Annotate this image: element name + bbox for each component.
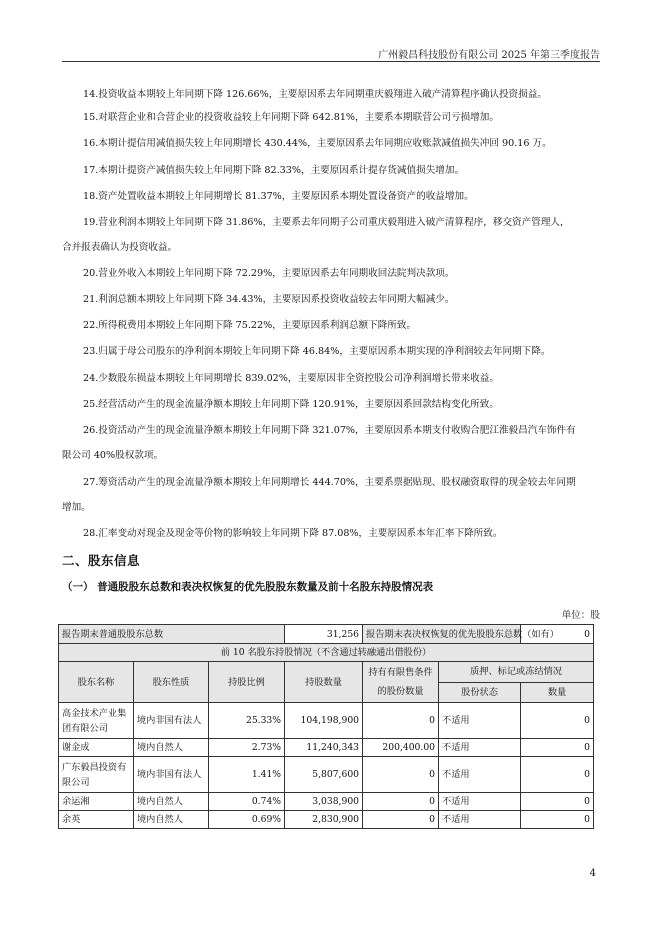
holder-pledge-qty: 0 bbox=[521, 757, 594, 793]
holder-pledge-status: 不适用 bbox=[439, 793, 521, 811]
holder-nature: 境内自然人 bbox=[134, 793, 209, 811]
paragraph-16: 16.本期计提信用减值损失较上年同期增长 430.44%，主要原因系去年同期应收账款减值损失冲回 90.16 万。 bbox=[83, 138, 552, 149]
paragraph-27-cont: 增加。 bbox=[62, 502, 91, 513]
header-restricted-shares: 持有有限售条件的股份数量 bbox=[363, 662, 439, 703]
table-header-row bbox=[59, 662, 594, 683]
paragraph-23: 23.归属于母公司股东的净利润本期较上年同期下降 46.84%，主要原因系本期实现的净利润较去年同期下降。 bbox=[83, 346, 551, 357]
paragraph-19: 19.营业利润本期较上年同期下降 31.86%，主要系去年同期子公司重庆毅翔进入破产清算程序，移交资产管理人， bbox=[83, 217, 570, 228]
holder-pledge-qty: 0 bbox=[521, 739, 594, 757]
paragraph-26-cont: 限公司 40%股权款项。 bbox=[62, 450, 164, 461]
header-shares: 持股数量 bbox=[285, 662, 363, 703]
table-row bbox=[59, 625, 594, 644]
holder-shares: 5,807,600 bbox=[285, 757, 363, 793]
page-number: 4 bbox=[589, 868, 596, 879]
holder-restricted: 200,400.00 bbox=[363, 739, 439, 757]
holder-nature: 境内自然人 bbox=[134, 811, 209, 829]
holder-restricted: 0 bbox=[363, 811, 439, 829]
total-holders-label: 报告期末普通股股东总数 bbox=[59, 625, 285, 644]
holder-ratio: 25.33% bbox=[209, 703, 285, 739]
header-holder-nature: 股东性质 bbox=[134, 662, 209, 703]
holder-pledge-qty: 0 bbox=[521, 811, 594, 829]
paragraph-20: 20.营业外收入本期较上年同期下降 72.29%，主要原因系去年同期收回法院判决款项。 bbox=[83, 268, 455, 279]
holder-ratio: 0.69% bbox=[209, 811, 285, 829]
table-row bbox=[59, 739, 594, 757]
paragraph-25: 25.经营活动产生的现金流量净额本期较上年同期下降 120.91%，主要原因系回款结构变化所致。 bbox=[83, 399, 499, 410]
preferred-holders-label: 报告期末表决权恢复的优先股股东总数（如有） bbox=[363, 625, 521, 644]
holder-name: 高金技术产业集团有限公司 bbox=[59, 703, 134, 739]
paragraph-19-cont: 合并报表确认为投资收益。 bbox=[62, 242, 178, 253]
header-pledge-qty: 数量 bbox=[521, 682, 594, 703]
header-divider bbox=[62, 61, 600, 62]
section-title: 二、股东信息 bbox=[62, 553, 141, 568]
holder-pledge-status: 不适用 bbox=[439, 811, 521, 829]
holder-restricted: 0 bbox=[363, 793, 439, 811]
preferred-holders-value: 0 bbox=[521, 625, 594, 644]
paragraph-22: 22.所得税费用本期较上年同期下降 75.22%，主要原因系利润总额下降所致。 bbox=[83, 320, 417, 331]
holder-name: 广东毅昌投资有限公司 bbox=[59, 757, 134, 793]
holder-restricted: 0 bbox=[363, 757, 439, 793]
paragraph-15: 15.对联营企业和合营企业的投资收益较上年同期下降 642.81%，主要系本期联营公司亏损增加。 bbox=[83, 112, 499, 123]
paragraph-24: 24.少数股东损益本期较上年同期增长 839.02%，主要原因非全资控股公司净利润增长带来收益。 bbox=[83, 373, 499, 384]
table-row bbox=[59, 757, 594, 793]
holder-pledge-status: 不适用 bbox=[439, 739, 521, 757]
paragraph-21: 21.利润总额本期较上年同期下降 34.43%，主要原因系投资收益较去年同期大幅减少。 bbox=[83, 294, 455, 305]
table-row bbox=[59, 793, 594, 811]
holder-pledge-status: 不适用 bbox=[439, 703, 521, 739]
paragraph-28: 28.汇率变动对现金及现金等价物的影响较上年同期下降 87.08%，主要原因系本年汇率下降所致。 bbox=[83, 528, 503, 539]
paragraph-17: 17.本期计提资产减值损失较上年同期下降 82.33%，主要原因系计提存货减值损失增加。 bbox=[83, 165, 465, 176]
holder-shares: 11,240,343 bbox=[285, 739, 363, 757]
holder-shares: 3,038,900 bbox=[285, 793, 363, 811]
report-header-title: 广州毅昌科技股份有限公司 2025 年第三季度报告 bbox=[378, 50, 600, 61]
holder-name: 余运湘 bbox=[59, 793, 134, 811]
holder-name: 余英 bbox=[59, 811, 134, 829]
holder-pledge-qty: 0 bbox=[521, 703, 594, 739]
header-ratio: 持股比例 bbox=[209, 662, 285, 703]
subsection-title: （一） 普通股股东总数和表决权恢复的优先股股东数量及前十名股东持股情况表 bbox=[62, 581, 434, 593]
holder-pledge-status: 不适用 bbox=[439, 757, 521, 793]
holder-shares: 2,830,900 bbox=[285, 811, 363, 829]
paragraph-14: 14.投资收益本期较上年同期下降 126.66%，主要原因系去年同期重庆毅翔进入破产清算程序确认投资损益。 bbox=[83, 89, 547, 100]
holder-shares: 104,198,900 bbox=[285, 703, 363, 739]
header-pledge-status: 股份状态 bbox=[439, 682, 521, 703]
total-holders-value: 31,256 bbox=[285, 625, 363, 644]
holder-restricted: 0 bbox=[363, 703, 439, 739]
table-row bbox=[59, 811, 594, 829]
header-pledge-group: 质押、标记或冻结情况 bbox=[439, 662, 594, 683]
table-row bbox=[59, 644, 594, 662]
holder-ratio: 1.41% bbox=[209, 757, 285, 793]
holder-name: 谢金成 bbox=[59, 739, 134, 757]
holder-nature: 境内非国有法人 bbox=[134, 703, 209, 739]
paragraph-26: 26.投资活动产生的现金流量净额本期较上年同期下降 321.07%，主要原因系本期支付收购合肥江淮毅昌汽车饰件有 bbox=[83, 425, 576, 436]
table-row bbox=[59, 703, 594, 739]
top10-title: 前 10 名股东持股情况（不含通过转融通出借股份） bbox=[59, 644, 594, 662]
paragraph-18: 18.资产处置收益本期较上年同期增长 81.37%，主要原因系本期处置设备资产的收益增加。 bbox=[83, 191, 474, 202]
unit-label: 单位：股 bbox=[561, 610, 600, 621]
holder-nature: 境内自然人 bbox=[134, 739, 209, 757]
paragraph-27: 27.筹资活动产生的现金流量净额本期较上年同期增长 444.70%，主要系票据贴现、股权融资取得的现金较去年同期 bbox=[83, 477, 576, 488]
shareholder-table bbox=[58, 624, 594, 829]
holder-ratio: 0.74% bbox=[209, 793, 285, 811]
holder-pledge-qty: 0 bbox=[521, 793, 594, 811]
holder-ratio: 2.73% bbox=[209, 739, 285, 757]
header-holder-name: 股东名称 bbox=[59, 662, 134, 703]
holder-nature: 境内非国有法人 bbox=[134, 757, 209, 793]
